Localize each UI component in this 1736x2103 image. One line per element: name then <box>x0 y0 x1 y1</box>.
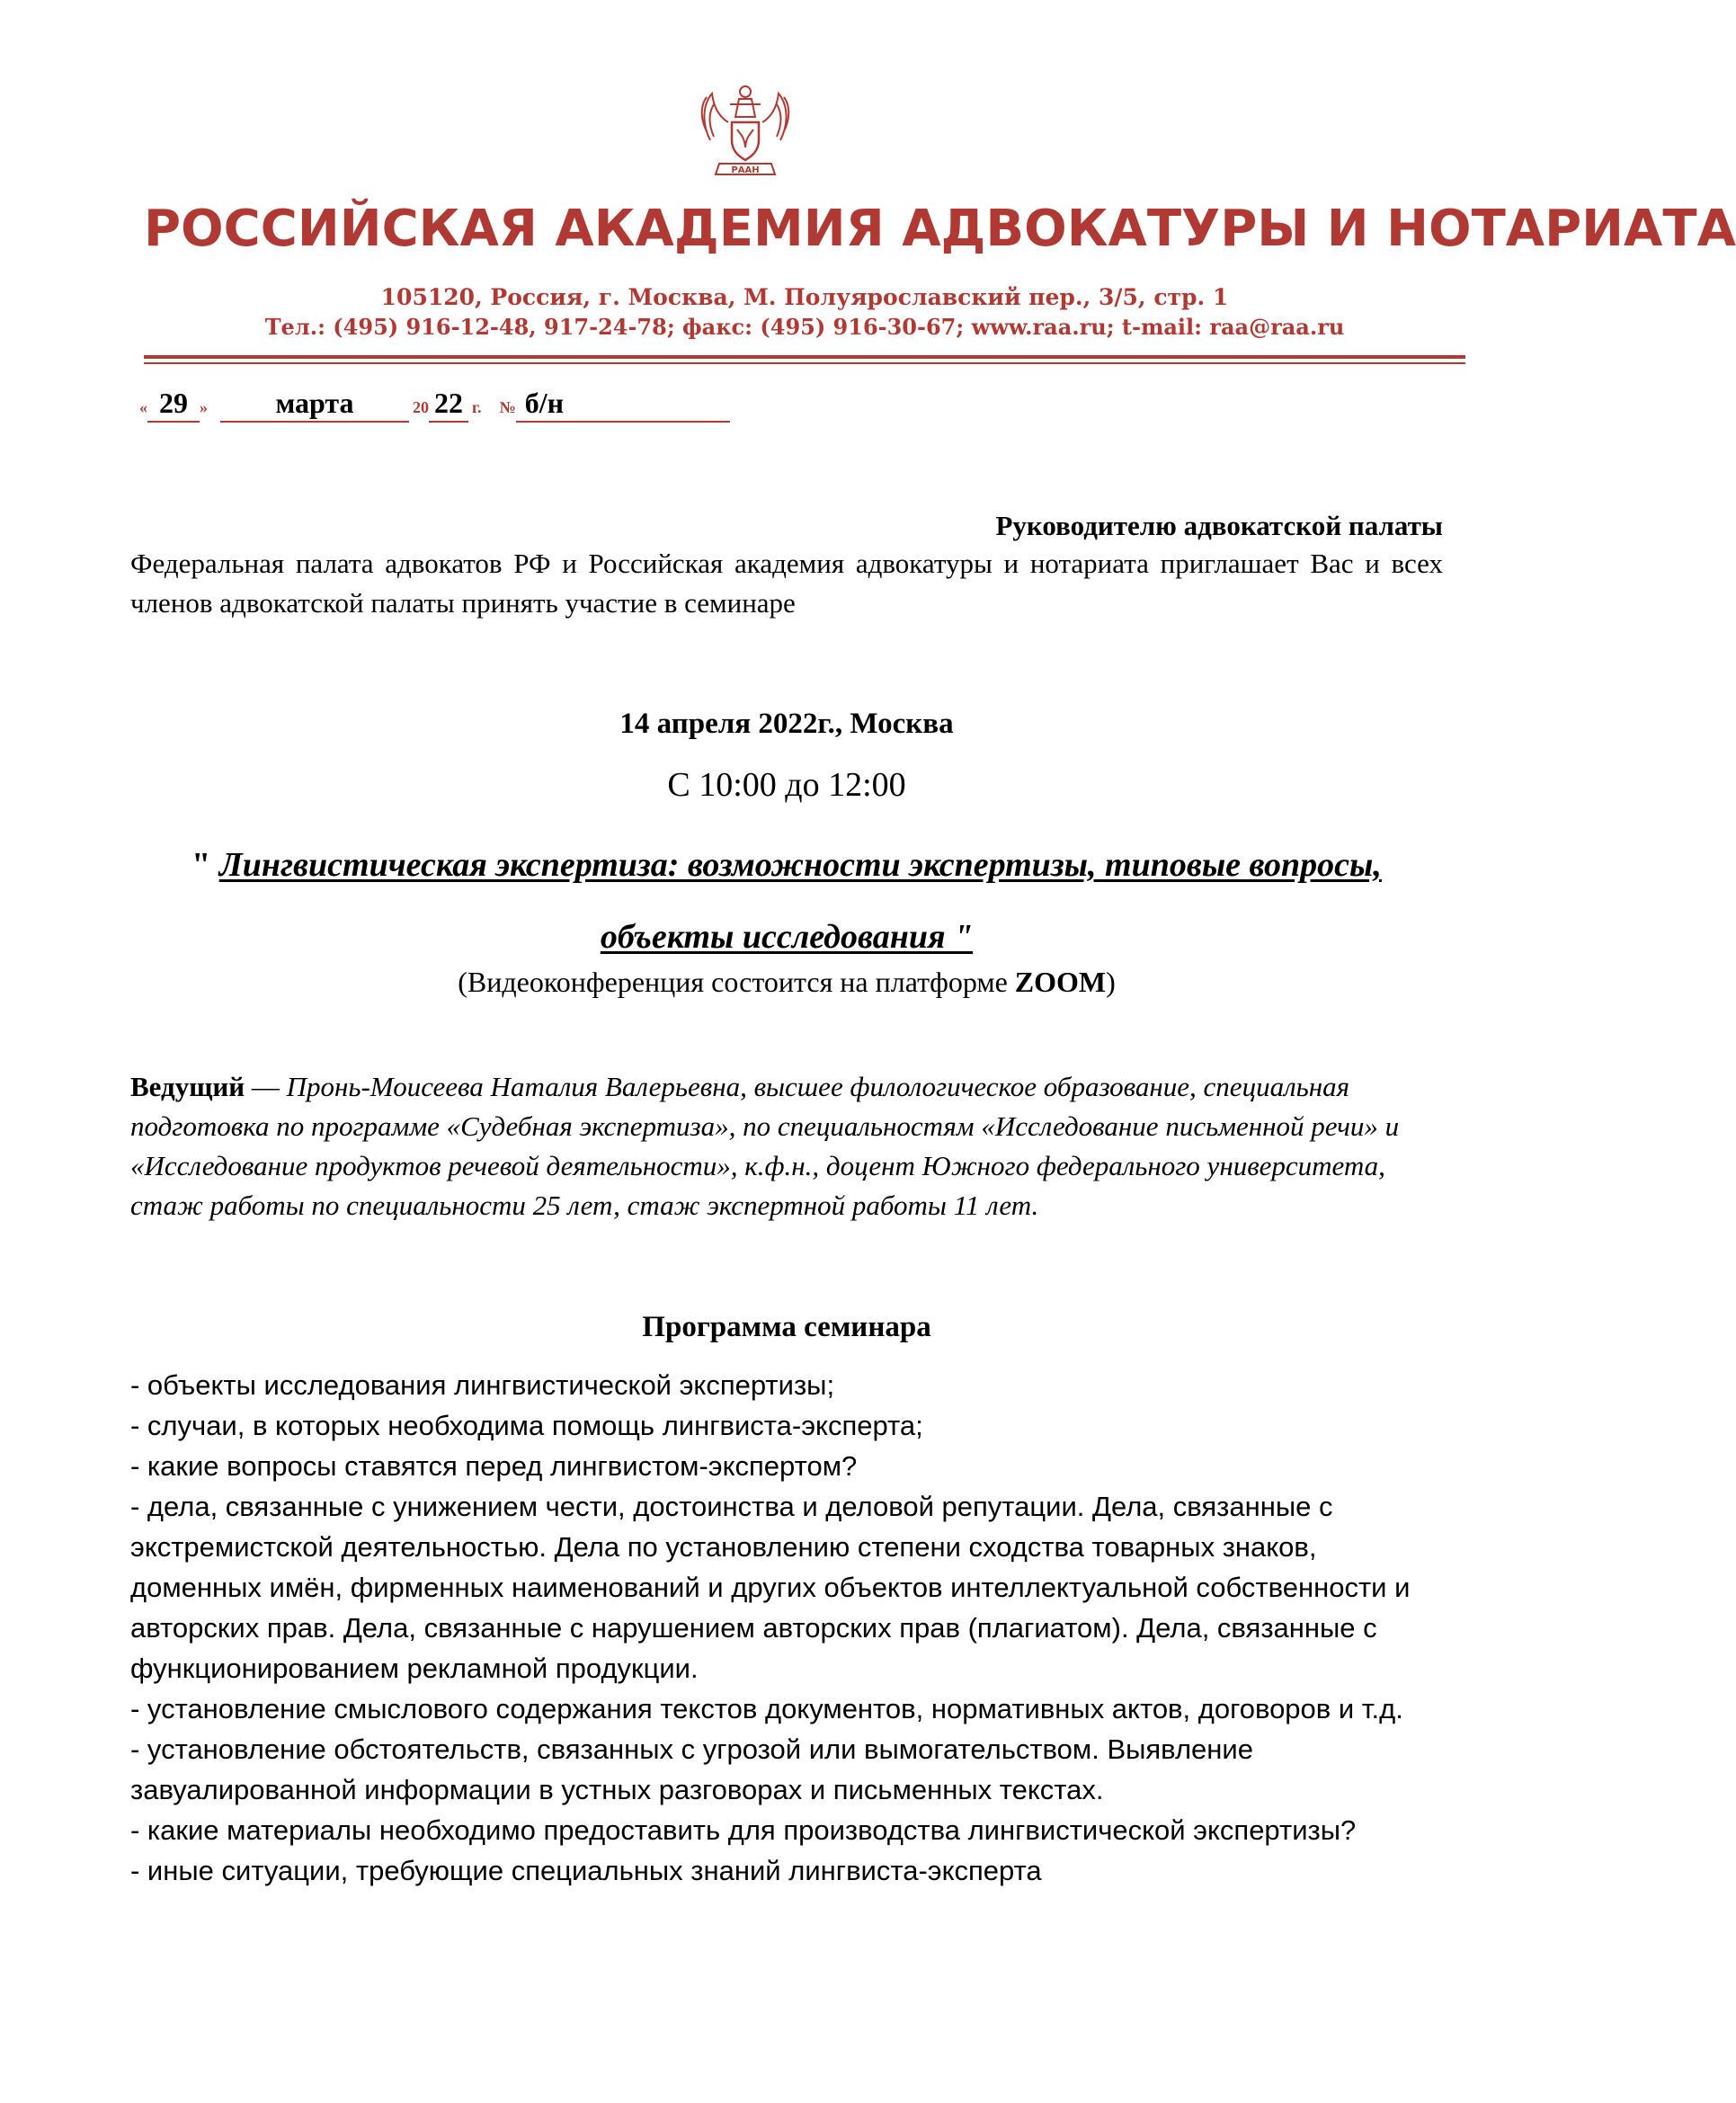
host-label: Ведущий <box>130 1071 245 1102</box>
svg-text:РААН: РААН <box>731 165 760 175</box>
platform-note <box>130 966 1443 999</box>
organization-name: РОССИЙСКАЯ АКАДЕМИЯ АДВОКАТУРЫ И НОТАРИАТА <box>144 200 1736 258</box>
program-item: - дела, связанные с унижением чести, достоинства и деловой репутации. Дела, связанные с экстремистской деятельностью. Дела по установлению степени сходства товарных знаков, доменных имён, фирменных наименований и других объектов интеллектуальной собственности и авторских прав. Дела, связанные с нарушением авторских прав (плагиатом). Дела, связанные с функционированием рекламной продукции. <box>130 1491 1411 1684</box>
title-quote-open: " <box>191 846 219 884</box>
addressee: Руководителю адвокатской палаты <box>995 510 1443 541</box>
document-number: б/н <box>516 385 730 423</box>
program-item: - объекты исследования лингвистической экспертизы; <box>130 1369 835 1401</box>
program-item: - случаи, в которых необходима помощь лингвиста-эксперта; <box>130 1410 923 1441</box>
year-prefix: 20 <box>413 398 429 416</box>
date-day: 29 <box>147 385 200 423</box>
title-quote-close: " <box>945 918 974 956</box>
program-item: - установление обстоятельств, связанных с угрозой или вымогательством. Выявление завуалированной информации в устных разговорах и письменных текстах. <box>130 1733 1253 1805</box>
seminar-title <box>130 829 1443 973</box>
event-date-place: 14 апреля 2022г., Москва <box>619 708 954 740</box>
organization-address: 105120, Россия, г. Москва, М. Полуярославский пер., 3/5, стр. 1 <box>380 284 1229 310</box>
seminar-title-text: Лингвистическая экспертиза: возможности экспертизы, типовые вопросы, объекты исследования <box>218 846 1382 956</box>
program-item: - какие материалы необходимо предоставить для производства лингвистической экспертизы? <box>130 1814 1357 1846</box>
date-month: марта <box>220 385 409 423</box>
host-description: Пронь-Моисеева Наталия Валерьевна, высшее филологическое образование, специальная подготовка по программе «Судебная экспертиза», по специальностям «Исследование письменной речи» и «Исследование продуктов речевой деятельности», к.ф.н., доцент Южного федерального университета, стаж работы по специальности 25 лет, стаж экспертной работы 11 лет. <box>130 1071 1400 1221</box>
year-suffix: г. <box>472 398 482 416</box>
platform-prefix: (Видеоконференция состоится на платформе <box>458 966 1015 998</box>
quote-close: » <box>200 398 208 416</box>
academy-emblem-logo <box>692 77 798 183</box>
program-item: - установление смыслового содержания текстов документов, нормативных актов, договоров и т.д. <box>130 1693 1403 1724</box>
quote-open: « <box>139 398 147 416</box>
letterhead-rule-thin <box>144 362 1465 364</box>
program-item: - иные ситуации, требующие специальных знаний лингвиста-эксперта <box>130 1855 1042 1886</box>
host-dash: — <box>245 1071 287 1102</box>
number-sign: № <box>499 398 516 416</box>
host-paragraph <box>130 1067 1443 1225</box>
platform-suffix: ) <box>1106 966 1116 998</box>
organization-contacts: Тел.: (495) 916-12-48, 917-24-78; факс: (495) 916-30-67; www.raa.ru; t-mail: raa@raa.ru <box>264 314 1345 340</box>
program-heading: Программа семинара <box>642 1311 931 1343</box>
program-list <box>130 1365 1443 1891</box>
document-date-line <box>139 385 730 430</box>
letterhead-rule-thick <box>144 355 1465 359</box>
intro-paragraph: Федеральная палата адвокатов РФ и Российская академия адвокатуры и нотариата приглашает Вас и всех членов адвокатской палаты принять участие в семинаре <box>130 548 1443 619</box>
event-time: С 10:00 до 12:00 <box>667 766 906 804</box>
platform-name: ZOOM <box>1014 966 1107 998</box>
date-year: 22 <box>429 385 468 423</box>
program-item: - какие вопросы ставятся перед лингвистом-экспертом? <box>130 1450 858 1482</box>
